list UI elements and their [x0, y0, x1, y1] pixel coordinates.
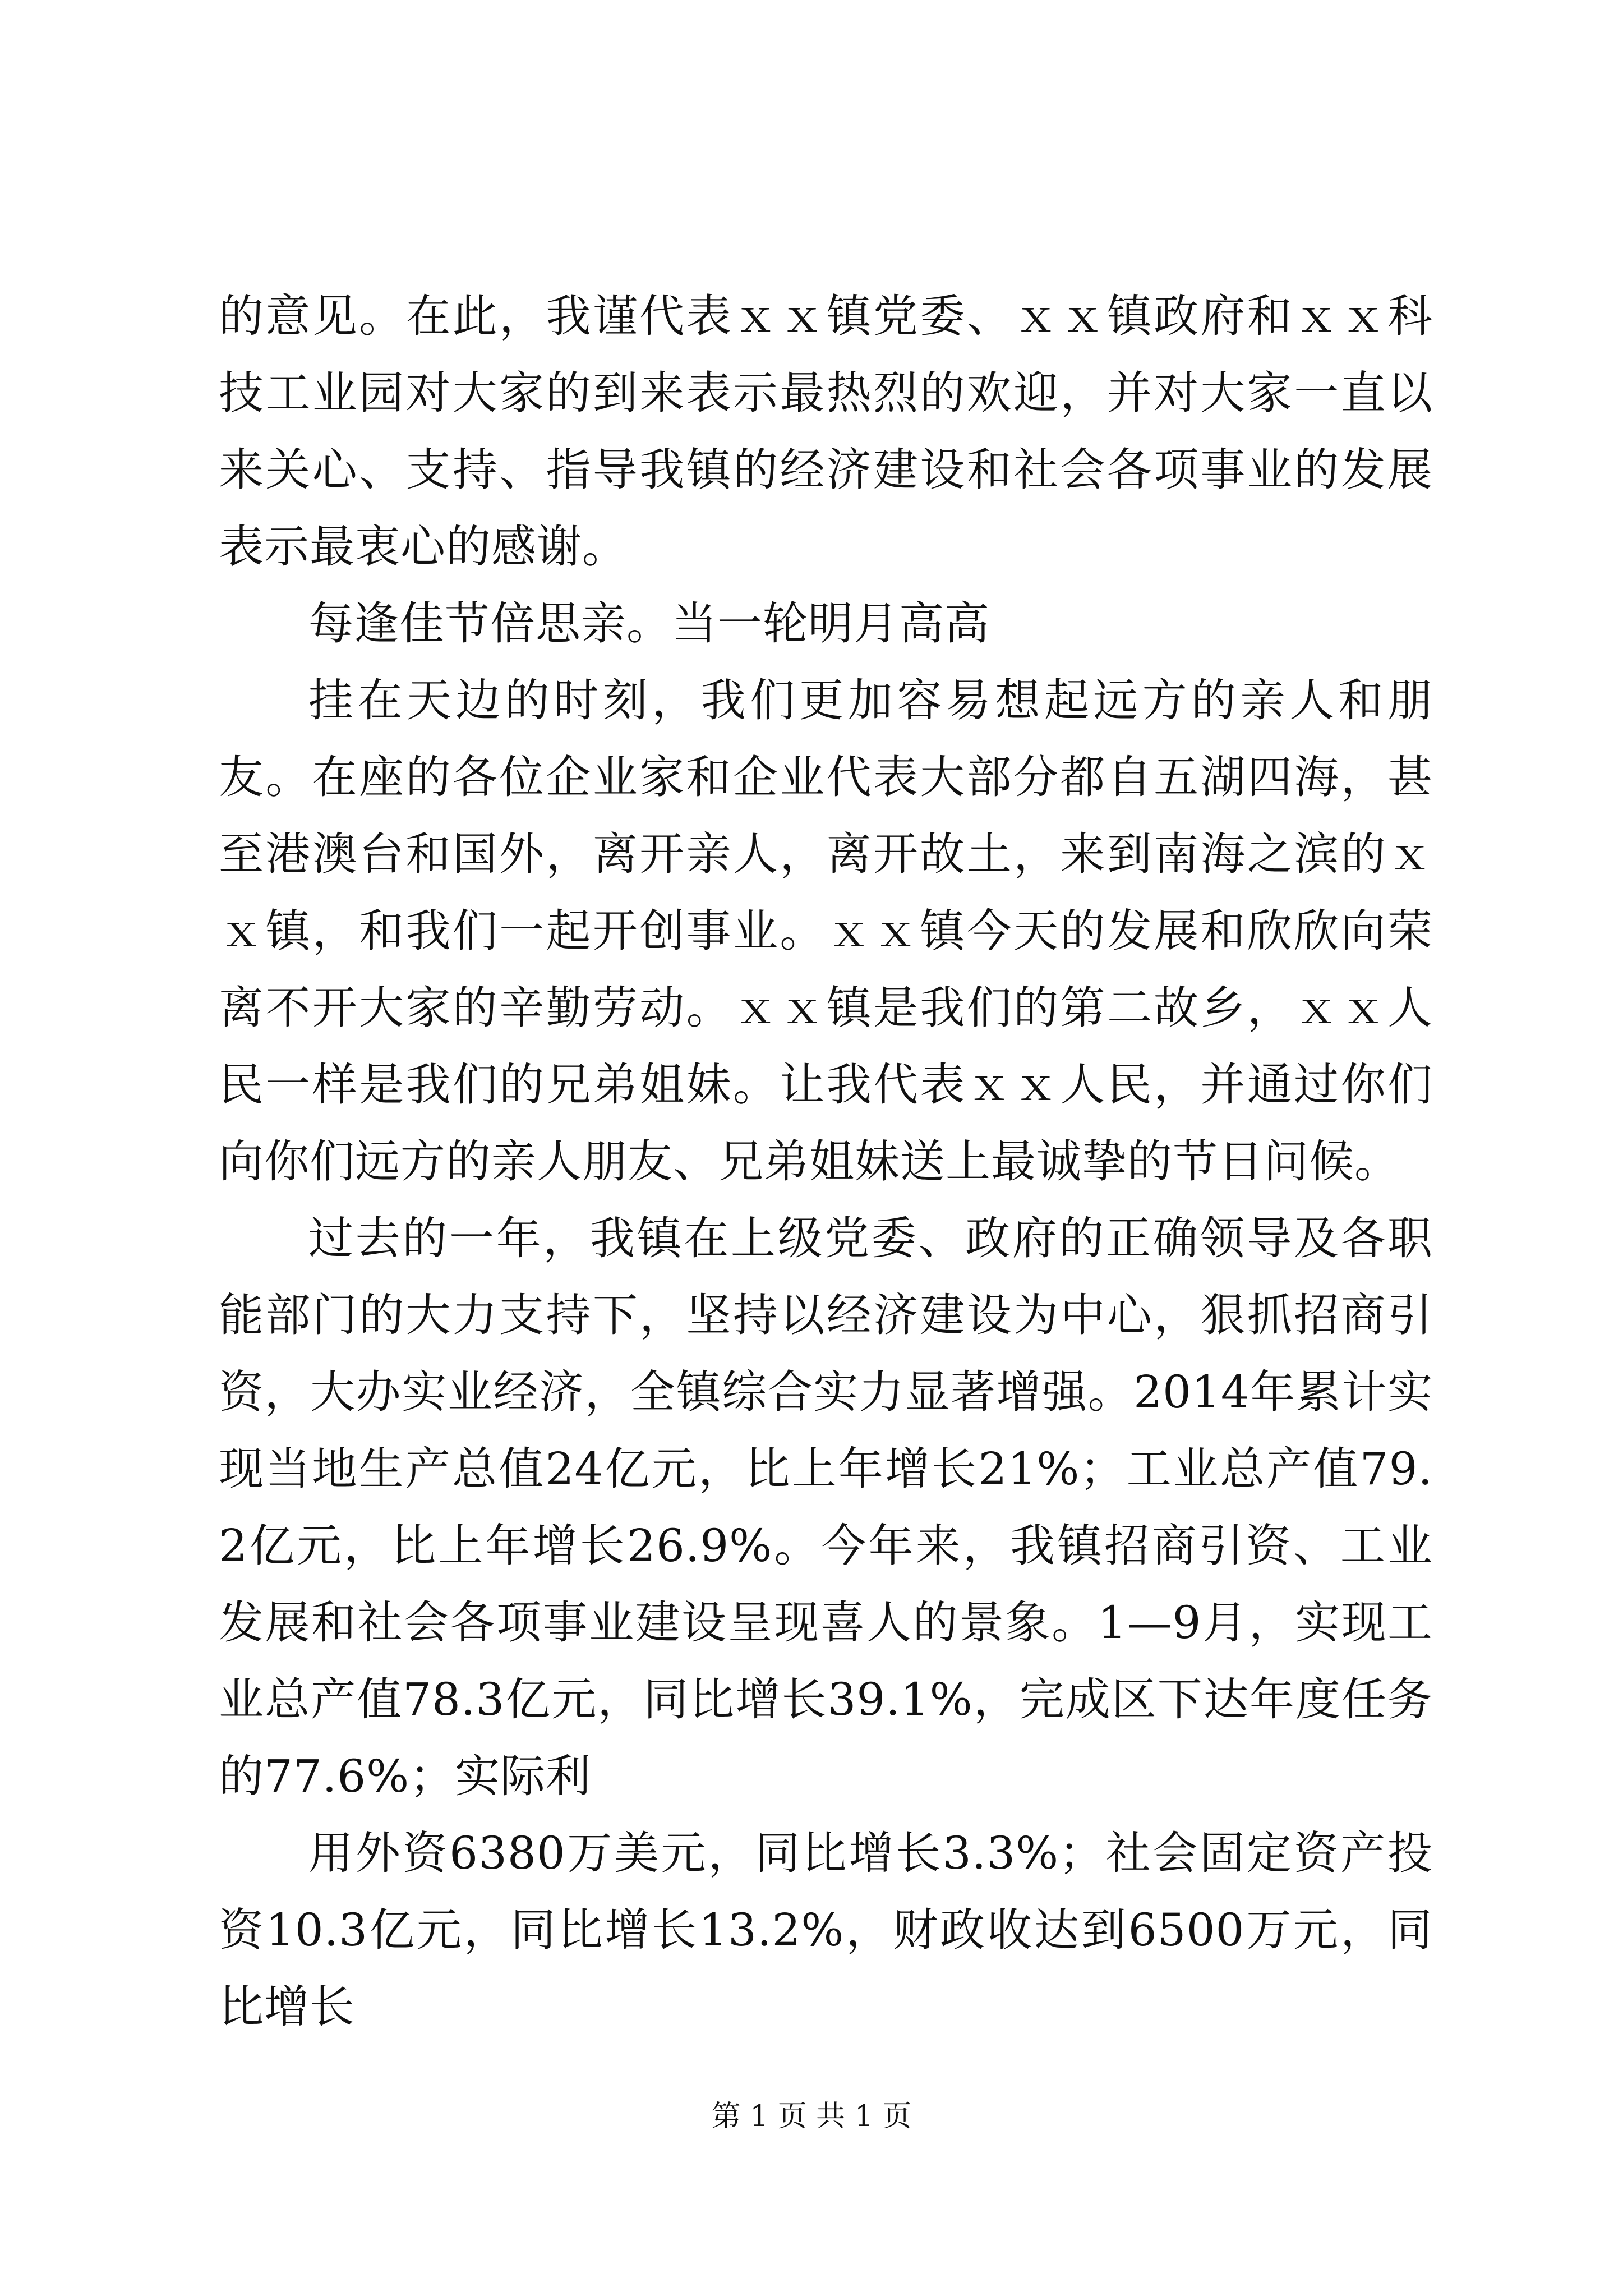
document-body: [219, 278, 1433, 2045]
paragraph-4: 过去的一年，我镇在上级党委、政府的正确领导及各职能部门的大力支持下，坚持以经济建设为中心，狠抓招商引资，大办实业经济，全镇综合实力显著增强。2014年累计实现当地生产总值24亿元，比上年增长21%；工业总产值79.2亿元，比上年增长26.9%。今年来，我镇招商引资、工业发展和社会各项事业建设呈现喜人的景象。1—9月，实现工业总产值78.3亿元，同比增长39.1%，完成区下达年度任务的77.6%；实际利: [219, 1212, 1433, 1802]
paragraph-1: 的意见。在此，我谨代表ｘｘ镇党委、ｘｘ镇政府和ｘｘ科技工业园对大家的到来表示最热烈的欢迎，并对大家一直以来关心、支持、指导我镇的经济建设和社会各项事业的发展表示最衷心的感谢。: [219, 290, 1433, 573]
paragraph-3: 挂在天边的时刻，我们更加容易想起远方的亲人和朋友。在座的各位企业家和企业代表大部分都自五湖四海，甚至港澳台和国外，离开亲人，离开故土，来到南海之滨的ｘｘ镇，和我们一起开创事业。ｘｘ镇今天的发展和欣欣向荣离不开大家的辛勤劳动。ｘｘ镇是我们的第二故乡，ｘｘ人民一样是我们的兄弟姐妹。让我代表ｘｘ人民，并通过你们向你们远方的亲人朋友、兄弟姐妹送上最诚挚的节日问候。: [219, 674, 1433, 1188]
paragraph-2: 每逢佳节倍思亲。当一轮明月高高: [308, 597, 990, 650]
page-footer: 第 1 页 共 1 页: [711, 2100, 912, 2133]
paragraph-5: 用外资6380万美元，同比增长3.3%；社会固定资产投资10.3亿元，同比增长13.2%，财政收达到6500万元，同比增长: [219, 1827, 1433, 2033]
